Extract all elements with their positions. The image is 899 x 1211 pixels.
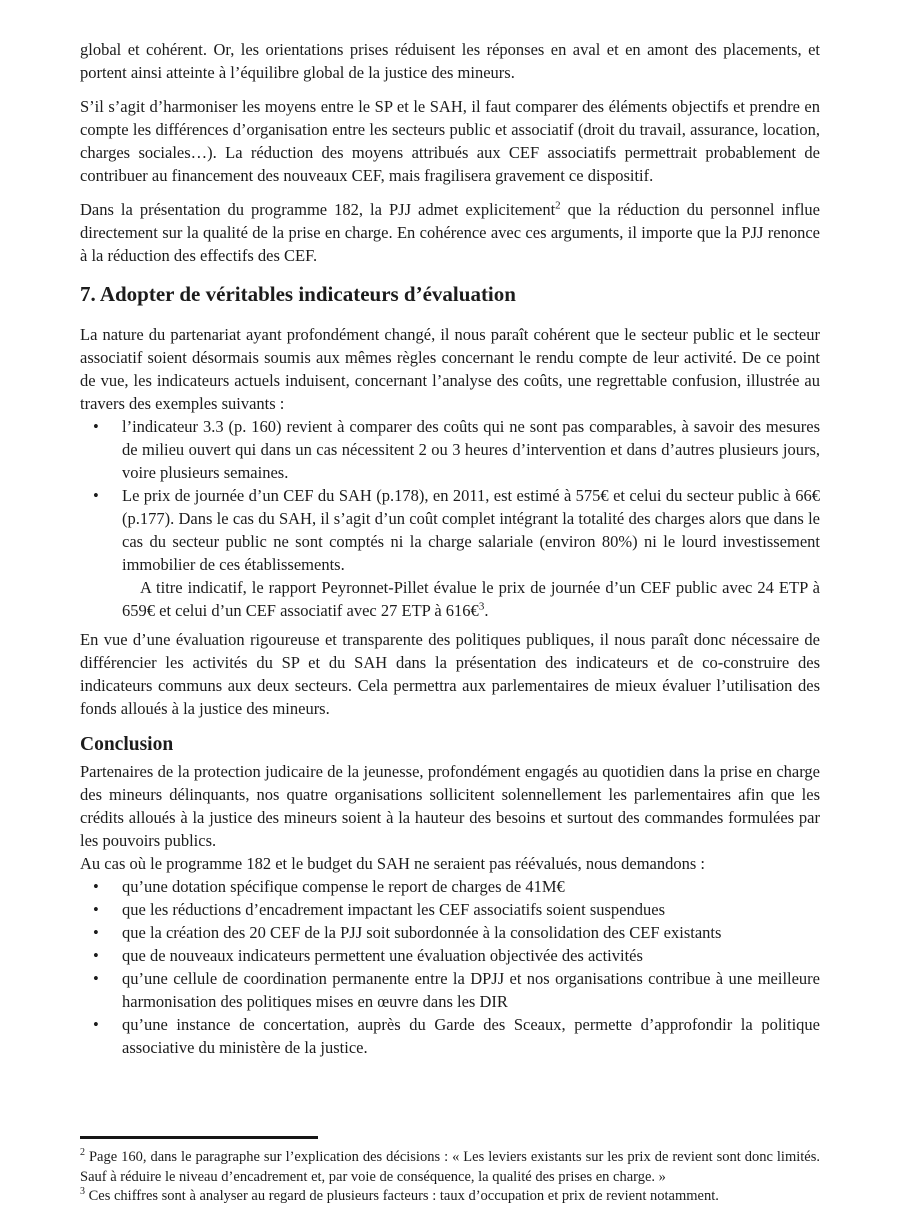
footnote-text: Ces chiffres sont à analyser au regard de plusieurs facteurs : taux d’occupation et prix de revient notamment. xyxy=(88,1188,719,1204)
list-item: • que la création des 20 CEF de la PJJ soit subordonnée à la consolidation des CEF existants xyxy=(80,921,820,944)
section-7-heading: 7. Adopter de véritables indicateurs d’évaluation xyxy=(80,282,516,306)
footnote-ref-3: 3 xyxy=(478,600,485,613)
indicator-bullet-list xyxy=(80,415,820,622)
footnote-marker: 2 xyxy=(80,1147,85,1159)
indicative-note xyxy=(122,576,820,622)
paragraph: Partenaires de la protection judicaire de la jeunesse, profondément engagés au quotidien dans la prise en charge des mineurs délinquants, nos quatre organisations sollicitent solennellement les parlementaires afin que les crédits alloués à la justice des mineurs soient à la hauteur des besoins et surtout des commandes formulées par les pouvoirs publics. xyxy=(80,762,820,850)
paragraph: S’il s’agit d’harmoniser les moyens entre le SP et le SAH, il faut comparer des éléments objectifs et prendre en compte les différences d’organisation entre les secteurs public et associatif (droit du travail, assurance, location, charges sociales…). La réduction des moyens attribués aux CEF associatifs permettrait probablement de contribuer au financement des nouveaux CEF, mais fragilisera gravement ce dispositif. xyxy=(80,97,820,185)
list-item: • qu’une cellule de coordination permanente entre la DPJJ et nos organisations contribue à une meilleure harmonisation des politiques mises en œuvre dans les DIR xyxy=(80,967,820,1013)
footnote xyxy=(80,1187,820,1207)
footnotes-section xyxy=(80,1136,820,1207)
paragraph: En vue d’une évaluation rigoureuse et transparente des politiques publiques, il nous paraît donc nécessaire de différencier les activités du SP et du SAH dans la présentation des indicateurs et de co-construire des indicateurs communs aux deux secteurs. Cela permettra aux parlementaires de mieux évaluer l’utilisation des fonds alloués à la justice des mineurs. xyxy=(80,630,820,718)
paragraph: La nature du partenariat ayant profondément changé, il nous paraît cohérent que le secteur public et le secteur associatif soient désormais soumis aux mêmes règles concernant le rendu compte de leur activité. De ce point de vue, les indicateurs actuels induisent, concernant l’analyse des coûts, une regrettable confusion, illustrée au travers des exemples suivants : xyxy=(80,325,820,413)
paragraph: global et cohérent. Or, les orientations prises réduisent les réponses en aval et en amont des placements, et portent ainsi atteinte à l’équilibre global de la justice des mineurs. xyxy=(80,40,820,82)
paragraph xyxy=(80,198,820,267)
list-item: • qu’une dotation spécifique compense le report de charges de 41M€ xyxy=(80,875,820,898)
list-item xyxy=(80,484,820,622)
conclusion-heading: Conclusion xyxy=(80,734,174,755)
list-item: • que les réductions d’encadrement impactant les CEF associatifs soient suspendues xyxy=(80,898,820,921)
footnote-ref-2: 2 xyxy=(555,199,561,212)
list-item: • qu’une instance de concertation, auprès du Garde des Sceaux, permette d’approfondir la politique associative du ministère de la justice. xyxy=(80,1013,820,1059)
footnote-marker: 3 xyxy=(80,1186,85,1198)
document-body xyxy=(80,38,820,1059)
paragraph-text: Dans la présentation du programme 182, la PJJ admet explicitement xyxy=(80,200,556,219)
list-item-text: Le prix de journée d’un CEF du SAH (p.178), en 2011, est estimé à 575€ et celui du secteur public à 66€ (p.177). Dans le cas du SAH, il s’agit d’un coût complet intégrant la totalité des charges alors que dans le cas du secteur public ne sont comptés ni la charge salariale (environ 80%) ni le lourd investissement immobilier de ces établissements. xyxy=(122,486,820,574)
demands-bullet-list xyxy=(80,875,820,1059)
footnote-separator xyxy=(80,1136,318,1139)
paragraph-text: que la réduction du personnel influe directement sur la qualité de la prise en charge. En cohérence avec ces arguments, il importe que la PJJ renonce à la réduction des effectifs des CEF. xyxy=(80,200,820,265)
paragraph: Au cas où le programme 182 et le budget du SAH ne seraient pas réévalués, nous demandons : xyxy=(80,854,706,873)
list-item: • l’indicateur 3.3 (p. 160) revient à comparer des coûts qui ne sont pas comparables, à savoir des mesures de milieu ouvert qui dans un cas nécessitent 2 ou 3 heures d’intervention et dans d’autres plusieurs jours, voire plusieurs semaines. xyxy=(80,415,820,484)
list-item: • que de nouveaux indicateurs permettent une évaluation objectivée des activités xyxy=(80,944,820,967)
footnote-text: Page 160, dans le paragraphe sur l’explication des décisions : « Les leviers existants sur les prix de revient sont donc limités. Sauf à réduire le niveau d’encadrement et, par voie de conséquence, la qualité des prises en charge. » xyxy=(80,1149,820,1185)
note-text: A titre indicatif, le rapport Peyronnet-Pillet évalue le prix de journée d’un CEF public avec 24 ETP à 659€ et celui d’un CEF associatif avec 27 ETP à 616€ xyxy=(122,578,820,620)
note-text: . xyxy=(484,601,489,620)
footnote xyxy=(80,1148,820,1187)
